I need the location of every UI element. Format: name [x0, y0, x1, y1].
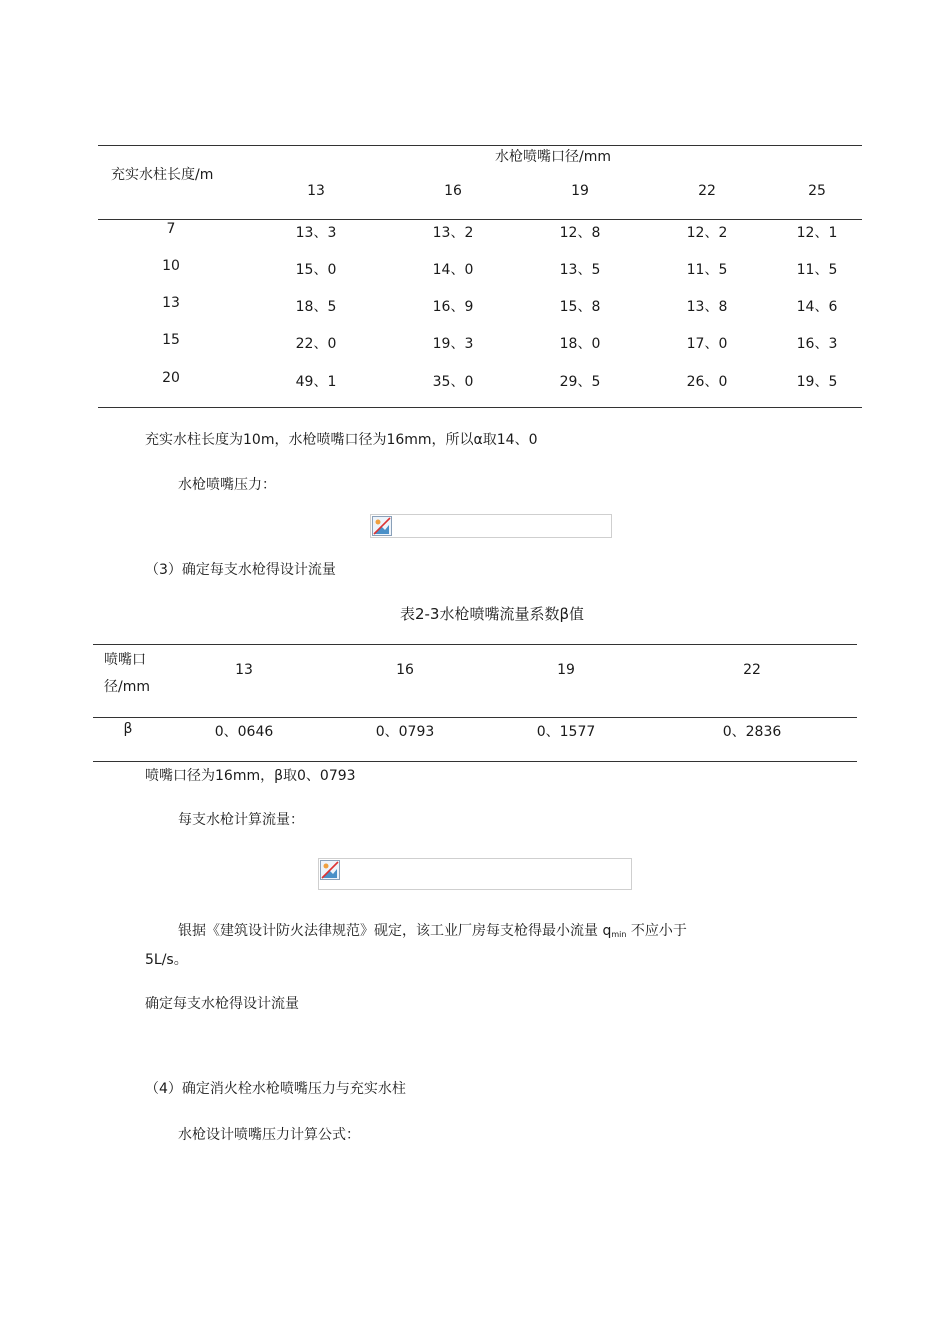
code-text-a: 银据《建筑设计防火法律规范》砚定，该工业厂房每支枪得最小流量 q	[178, 923, 612, 939]
paragraph-pressure-label: 水枪喷嘴压力：	[178, 477, 276, 493]
table-cell: 14、0	[432, 262, 474, 278]
formula-image-placeholder	[370, 514, 612, 538]
table2-row-label: β	[123, 721, 133, 737]
paragraph-beta: 喷嘴口径为16mm，β取0、0793	[145, 768, 356, 784]
table-cell: 14、6	[796, 299, 838, 315]
table2-column-header: 13	[235, 662, 253, 678]
column-header-diameter: 25	[808, 183, 826, 199]
table-cell: 18、5	[295, 299, 337, 315]
formula-image-placeholder-2	[318, 858, 632, 890]
paragraph-code-continuation: 5L/s。	[145, 952, 188, 968]
table-cell: 49、1	[295, 374, 337, 390]
table-cell: 11、5	[796, 262, 838, 278]
table-cell: 11、5	[686, 262, 728, 278]
table-cell: 13、3	[295, 225, 337, 241]
table-cell: 35、0	[432, 374, 474, 390]
table2-cell: 0、2836	[722, 724, 782, 740]
table-row-length: 15	[162, 332, 180, 348]
paragraph-flow-label: 每支水枪计算流量：	[178, 812, 304, 828]
table-cell: 16、9	[432, 299, 474, 315]
table-cell: 16、3	[796, 336, 838, 352]
table2-header-rule	[93, 717, 857, 718]
table2-header-label-line1: 喷嘴口	[104, 652, 146, 668]
table2-column-header: 16	[396, 662, 414, 678]
column-header-length: 充实水柱长度/m	[111, 167, 214, 183]
table-cell: 12、2	[686, 225, 728, 241]
table2-cell: 0、0646	[214, 724, 274, 740]
table-row-length: 10	[162, 258, 180, 274]
table2-column-header: 22	[743, 662, 761, 678]
table2-cell: 0、1577	[536, 724, 596, 740]
broken-image-icon	[372, 516, 392, 536]
table2-cell: 0、0793	[375, 724, 435, 740]
table2-header-label-line2: 径/mm	[104, 679, 150, 695]
table-cell: 29、5	[559, 374, 601, 390]
paragraph-design-flow: 确定每支水枪得设计流量	[145, 996, 299, 1012]
paragraph-code-requirement	[178, 920, 687, 940]
table-row-length: 7	[166, 221, 176, 237]
table-cell: 26、0	[686, 374, 728, 390]
paragraph-alpha: 充实水柱长度为10m，水枪喷嘴口径为16mm，所以α取14、0	[145, 432, 538, 448]
table-top-rule	[98, 145, 862, 146]
q-subscript: min	[611, 930, 627, 939]
table-cell: 13、2	[432, 225, 474, 241]
column-header-diameter: 16	[444, 183, 462, 199]
table2-top-rule	[93, 644, 857, 645]
table-caption: 表2-3水枪喷嘴流量系数β值	[399, 605, 585, 623]
table2-bottom-rule	[93, 761, 857, 762]
column-header-diameter: 13	[307, 183, 325, 199]
section-heading-3: （3）确定每支水枪得设计流量	[145, 562, 336, 578]
section-heading-4: （4）确定消火栓水枪喷嘴压力与充实水柱	[145, 1081, 406, 1097]
table-cell: 13、8	[686, 299, 728, 315]
table-cell: 17、0	[686, 336, 728, 352]
broken-image-icon	[320, 860, 340, 880]
table-cell: 12、8	[559, 225, 601, 241]
table-cell: 19、3	[432, 336, 474, 352]
column-header-diameter: 19	[571, 183, 589, 199]
paragraph-formula-label: 水枪设计喷嘴压力计算公式：	[178, 1127, 360, 1143]
column-header-diameter: 22	[698, 183, 716, 199]
table-cell: 15、8	[559, 299, 601, 315]
table-row-length: 20	[162, 370, 180, 386]
table-cell: 22、0	[295, 336, 337, 352]
table2-column-header: 19	[557, 662, 575, 678]
table-cell: 18、0	[559, 336, 601, 352]
table-cell: 13、5	[559, 262, 601, 278]
table-row-length: 13	[162, 295, 180, 311]
table-cell: 15、0	[295, 262, 337, 278]
table-cell: 19、5	[796, 374, 838, 390]
table-bottom-rule	[98, 407, 862, 408]
table-header-rule	[98, 219, 862, 220]
column-group-header-diameter: 水枪喷嘴口径/mm	[495, 149, 611, 165]
code-text-b: 不应小于	[626, 923, 687, 939]
table-cell: 12、1	[796, 225, 838, 241]
